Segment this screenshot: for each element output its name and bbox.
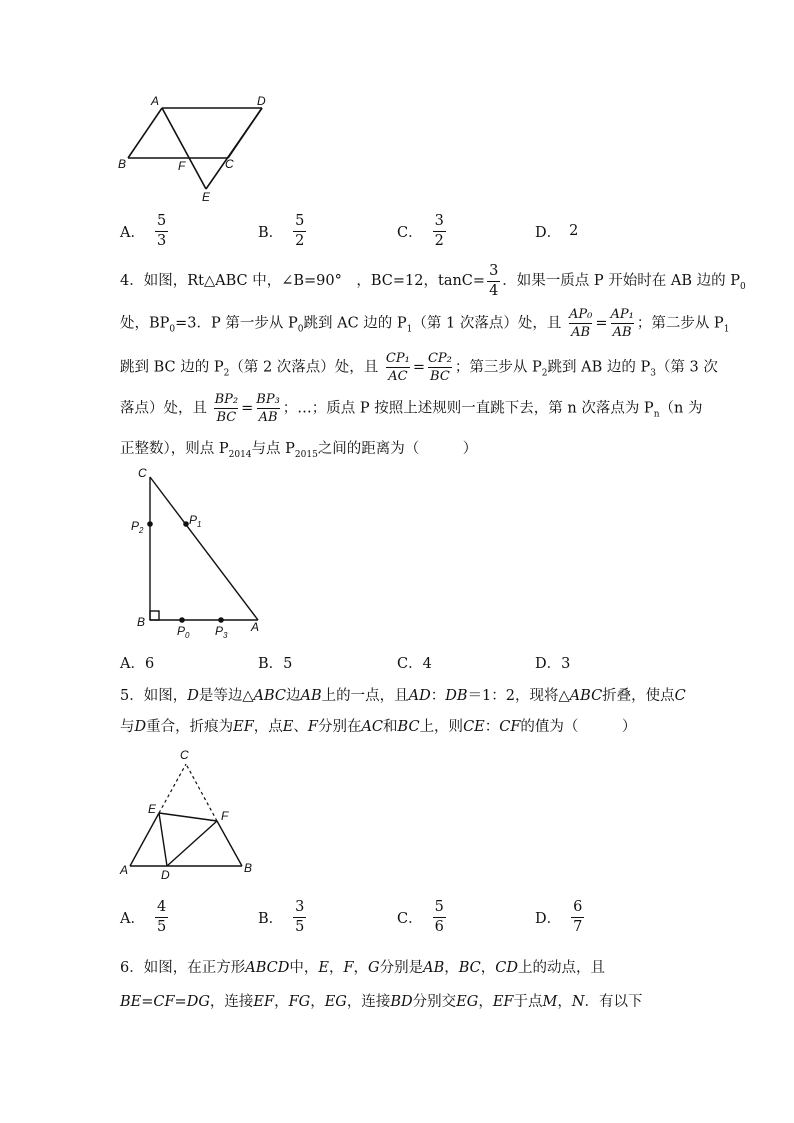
numerator: BP₂ <box>214 392 239 407</box>
q4-text: 跳到 AC 边的 P <box>303 315 407 332</box>
denominator: 3 <box>156 232 167 249</box>
q3-option-c[interactable] <box>397 209 448 253</box>
option-fraction <box>155 900 168 934</box>
option-letter: D． <box>535 910 562 927</box>
q4-text: （第 3 次 <box>655 359 718 376</box>
q4-text: 4．如图，Rt△ABC 中，∠B=90° ，BC=12，tanC= <box>120 273 486 289</box>
q6-text: ，连接 <box>209 994 254 1010</box>
label-a: A <box>251 620 260 634</box>
q5-text: ： <box>430 688 446 704</box>
label-d: D <box>257 94 266 108</box>
numerator: BP₃ <box>256 392 280 407</box>
q4-text: 与点 P <box>251 441 295 457</box>
segment-fd <box>167 821 217 866</box>
numerator: 6 <box>573 899 583 915</box>
right-angle-mark <box>150 611 159 620</box>
subscript: 0 <box>169 324 176 335</box>
label-p3 <box>215 624 228 640</box>
q5-var: ABC <box>253 688 287 704</box>
figure-right-triangle <box>125 465 275 645</box>
crease-ef <box>159 813 217 821</box>
q4-text: ．如果一质点 P 开始时在 AB 边的 P <box>502 273 740 289</box>
point-p3 <box>218 617 224 623</box>
label-c: C <box>138 466 147 480</box>
ratio-fraction <box>384 352 412 383</box>
q4-text: ；…；质点 P 按照上述规则一直跳下去，第 n 次落点为 P <box>282 400 654 417</box>
q3-options <box>120 209 720 253</box>
q6-var: BD <box>390 994 413 1010</box>
q4-text: 跳到 BC 边的 P <box>120 359 224 376</box>
q4-line-3: 跳到 BC 边的 $P_2$（第 2 次落点）处，且 $\frac{\text{CP₁}}{AC}$ = $\frac{\text{CP₂}}{BC}$ ；第三步从 $P_2$跳到 AB 边的 $P_3$（第 3 次 <box>120 351 718 384</box>
q4-line-1 <box>120 264 746 298</box>
q5-text: 边 <box>286 688 301 704</box>
q6-var: ABCD <box>245 960 290 976</box>
q4-option-d[interactable] <box>535 640 570 684</box>
ratio-fraction <box>213 393 241 424</box>
q5-var: D <box>134 719 147 735</box>
segment-de <box>206 108 262 189</box>
q6-line-2 <box>120 990 643 1011</box>
q5-text: 、 <box>293 719 308 735</box>
q5-text: 和 <box>383 719 398 735</box>
q5-option-d[interactable] <box>535 895 586 939</box>
numerator: AP₁ <box>610 307 634 322</box>
option-fraction <box>293 900 306 934</box>
q4-text: （n 为 <box>659 400 703 417</box>
q4-text: 之间的距离为（ ） <box>317 441 478 457</box>
subscript: 0 <box>297 324 304 335</box>
option-letter: A． <box>120 224 145 241</box>
q6-var: EF <box>492 994 514 1010</box>
q4-text: （第 1 次落点）处，且 <box>412 315 562 332</box>
numerator: 3 <box>434 213 444 229</box>
option-fraction <box>433 214 446 248</box>
q6-text: 于点 <box>513 994 543 1010</box>
q4-option-a[interactable] <box>120 640 154 684</box>
q5-var: BC <box>397 719 420 735</box>
option-letter: A． <box>120 910 145 927</box>
numerator: 4 <box>156 899 167 915</box>
q5-text: 重合，折痕为 <box>146 719 234 735</box>
numerator: 5 <box>295 213 305 229</box>
denominator: 7 <box>573 918 583 935</box>
q5-text: 折叠，使点 <box>602 688 675 704</box>
denominator: 6 <box>434 918 444 935</box>
q5-option-c[interactable] <box>397 895 448 939</box>
label-e: E <box>148 802 157 816</box>
q5-var: DB <box>445 688 468 704</box>
q5-text: ＝1：2，现将△ <box>467 688 570 704</box>
denominator: 2 <box>434 232 444 249</box>
q6-var: EG <box>456 994 479 1010</box>
edge-fb <box>217 821 242 866</box>
q6-text: ， <box>478 994 493 1010</box>
q6-text: 上的动点，且 <box>518 960 606 976</box>
denominator: 4 <box>489 282 499 299</box>
q6-var: FG <box>288 994 311 1010</box>
q4-text: 落点）处，且 <box>120 400 207 417</box>
q6-var: M <box>542 994 558 1010</box>
dashed-ec <box>159 764 186 813</box>
q5-text: 分别在 <box>317 719 362 735</box>
q6-text: ， <box>557 994 572 1010</box>
q6-var: N <box>571 994 585 1010</box>
option-fraction <box>293 214 306 248</box>
q6-line-1 <box>120 956 605 977</box>
q6-var: G <box>368 960 380 976</box>
tan-fraction <box>487 264 500 298</box>
q5-text: 是等边△ <box>198 688 254 704</box>
q4-text: =3．P 第一步从 P <box>175 315 298 332</box>
q6-text: 分别是 <box>379 960 424 976</box>
q4-text: 跳到 AB 边的 P <box>547 359 651 376</box>
numerator: 3 <box>489 263 499 279</box>
q4-text: ；第三步从 P <box>454 359 542 376</box>
q6-var: BE=CF=DG <box>120 994 210 1010</box>
option-fraction <box>433 900 446 934</box>
q6-var: E <box>318 960 329 976</box>
ratio-fraction <box>254 393 282 424</box>
subscript: 0 <box>739 281 746 292</box>
q4-line-2: 处，$BP_0=3$．P 第一步从 $P_0$跳到 AC 边的 $P_1$（第 1 次落点）处，且 $\frac{\text{AP₀}}{AB}$ = $\frac{\text{AP₁}}{AB}$ ；第二步从 $P_1$ <box>120 307 730 340</box>
denominator: BC <box>216 410 237 425</box>
label-p0 <box>177 624 190 640</box>
subscript: 2015 <box>294 449 318 460</box>
option-label: C．4 <box>397 655 432 672</box>
q6-text: ， <box>353 960 369 976</box>
q3-option-b[interactable] <box>258 209 308 253</box>
q6-text: ，连接 <box>346 994 391 1010</box>
subscript: 1 <box>406 324 413 335</box>
q6-text: ．有以下 <box>584 994 643 1010</box>
q5-text: 的值为（ ） <box>520 719 637 735</box>
label-p3-main: P <box>215 624 224 638</box>
q5-text: 上的一点，且 <box>321 688 409 704</box>
denominator: 5 <box>156 918 167 935</box>
figure-parallelogram <box>110 88 280 206</box>
q6-text: ， <box>328 960 344 976</box>
option-letter: C． <box>397 910 423 927</box>
denominator: AB <box>571 325 591 340</box>
point-p1 <box>183 521 189 527</box>
edge-ca <box>150 477 258 620</box>
denominator: AC <box>388 369 408 384</box>
q5-var: EF <box>233 719 254 735</box>
subscript: n <box>653 409 660 420</box>
q5-var: F <box>307 719 318 735</box>
numerator: 3 <box>295 899 305 915</box>
segment-ed <box>159 813 167 866</box>
q5-text: ，点 <box>253 719 283 735</box>
numerator: 5 <box>156 213 167 229</box>
q5-var: E <box>282 719 294 735</box>
q5-var: D <box>187 688 199 704</box>
numerator: 5 <box>434 899 444 915</box>
q4-text: 处，BP <box>120 315 170 332</box>
q3-option-d[interactable] <box>535 209 578 253</box>
figure-folded-triangle <box>112 742 262 882</box>
numerator: CP₁ <box>385 351 410 366</box>
label-p2-sub: 2 <box>139 526 144 535</box>
denominator: AB <box>612 325 632 340</box>
label-c: C <box>180 748 189 762</box>
edge-ae <box>130 813 159 866</box>
label-p0-main: P <box>177 624 186 638</box>
ratio-fraction <box>608 308 635 339</box>
q6-var: EF <box>253 994 275 1010</box>
label-p0-sub: 0 <box>185 631 190 640</box>
q5-var: CF <box>499 719 521 735</box>
option-letter: B． <box>258 910 284 927</box>
label-b: B <box>137 615 146 629</box>
q5-text: 与 <box>120 719 135 735</box>
label-d: D <box>161 868 170 882</box>
q5-var: C <box>674 688 686 704</box>
label-a: A <box>151 94 160 108</box>
point-p2 <box>147 521 153 527</box>
option-fraction <box>155 214 168 248</box>
denominator: 2 <box>295 232 305 249</box>
segment-ae <box>162 108 206 189</box>
q5-option-a[interactable] <box>120 895 170 939</box>
q5-text: ： <box>484 719 500 735</box>
ratio-fraction <box>426 352 454 383</box>
ratio-fraction <box>567 308 594 339</box>
q4-line-5 <box>120 437 477 460</box>
q5-line-1 <box>120 684 686 705</box>
label-p1-main: P <box>189 513 198 527</box>
label-f: F <box>178 159 186 173</box>
option-letter: D． <box>535 224 562 241</box>
q6-text: 6．如图，在正方形 <box>120 960 246 976</box>
label-c: C <box>225 157 234 171</box>
q4-text: ；第二步从 P <box>636 315 724 332</box>
q6-text: 分别交 <box>412 994 457 1010</box>
point-p0 <box>179 617 185 623</box>
label-f: F <box>221 809 229 823</box>
option-letter: B． <box>258 224 284 241</box>
q4-line-4: 落点）处，且 $\frac{\text{BP₂}}{BC}$ = $\frac{\text{BP₃}}{AB}$ ；…；质点 P 按照上述规则一直跳下去，第 n 次落点为 $P_n(n$ 为 <box>120 392 703 425</box>
option-fraction <box>571 900 584 934</box>
label-a: A <box>120 863 129 877</box>
q6-text: ， <box>274 994 289 1010</box>
denominator: BC <box>430 369 450 384</box>
q5-option-b[interactable] <box>258 895 308 939</box>
q6-text: ， <box>480 960 496 976</box>
numerator: CP₂ <box>427 351 452 366</box>
label-p2-main: P <box>131 519 140 533</box>
denominator: AB <box>258 410 278 425</box>
subscript: 2014 <box>228 449 252 460</box>
option-label: B．5 <box>258 655 293 672</box>
q5-var: AC <box>361 719 384 735</box>
q6-var: CD <box>495 960 519 976</box>
label-p2 <box>131 519 144 535</box>
q4-text: （第 2 次落点）处，且 <box>229 359 379 376</box>
denominator: 5 <box>295 918 305 935</box>
dashed-fc <box>186 764 217 821</box>
label-b: B <box>118 157 127 171</box>
q4-options <box>120 640 720 684</box>
q6-var: BC <box>458 960 481 976</box>
edge-ab <box>128 108 162 158</box>
subscript: 2 <box>541 368 548 379</box>
q6-var: AB <box>423 960 445 976</box>
q6-text: ， <box>310 994 325 1010</box>
q5-text: 5．如图， <box>120 688 188 704</box>
q4-option-b[interactable] <box>258 640 292 684</box>
numerator: AP₀ <box>568 307 593 322</box>
subscript: 2 <box>223 368 230 379</box>
q5-var: ABC <box>569 688 603 704</box>
q5-line-2 <box>120 715 636 736</box>
q4-option-c[interactable] <box>397 640 432 684</box>
q5-text: 上，则 <box>419 719 464 735</box>
label-p1-sub: 1 <box>197 520 202 529</box>
q5-var: CE <box>463 719 485 735</box>
q4-text: 正整数），则点 P <box>120 441 229 457</box>
q5-var: AD <box>408 688 431 704</box>
label-b: B <box>244 861 253 875</box>
q6-text: 中， <box>289 960 319 976</box>
q5-var: AB <box>300 688 322 704</box>
q5-options <box>120 895 720 939</box>
q6-var: F <box>343 960 354 976</box>
subscript: 3 <box>650 368 656 379</box>
subscript: 1 <box>723 324 730 335</box>
label-p3-sub: 3 <box>223 631 228 640</box>
option-label: A．6 <box>120 655 155 672</box>
q3-option-a[interactable] <box>120 209 170 253</box>
option-label: D．3 <box>535 655 571 672</box>
option-letter: C． <box>397 224 423 241</box>
option-value: 2 <box>569 223 579 239</box>
q6-var: EG <box>324 994 347 1010</box>
q6-text: ， <box>444 960 459 976</box>
label-p1 <box>189 513 201 529</box>
label-e: E <box>202 190 211 204</box>
